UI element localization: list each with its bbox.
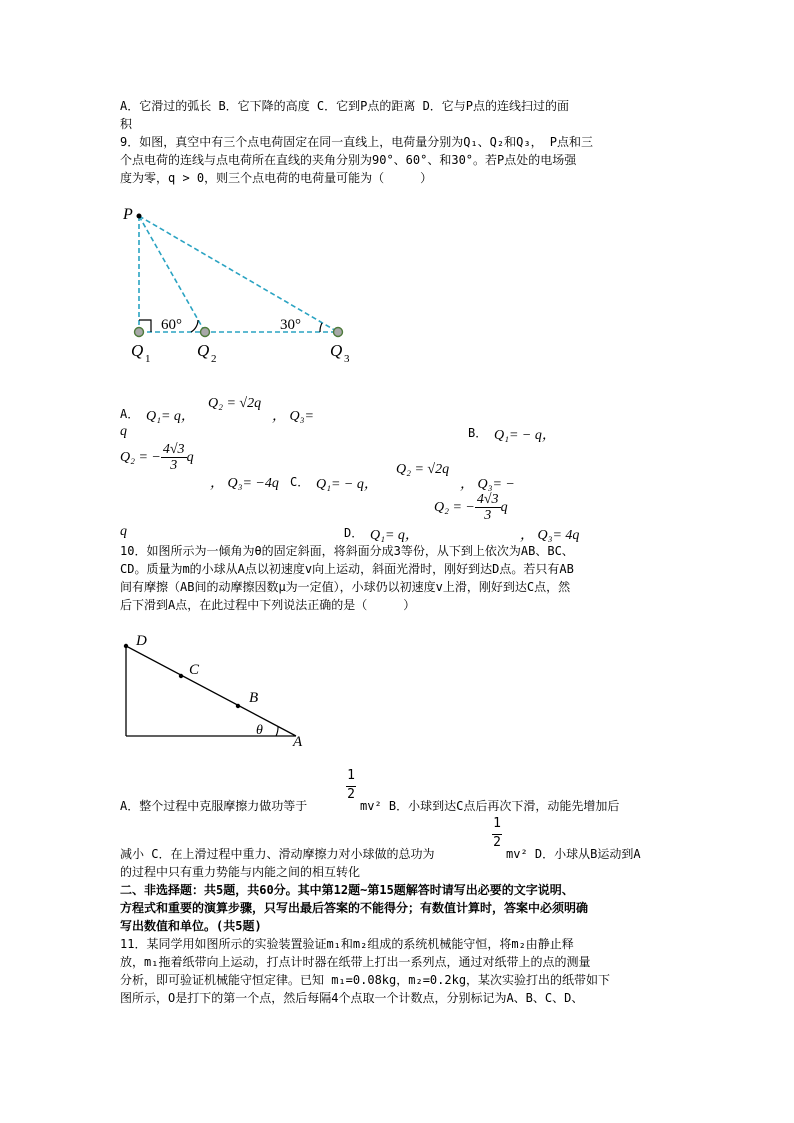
q10-optC-frac bbox=[492, 816, 502, 851]
q8-options-line1: A．它滑过的弧长 B．它下降的高度 C．它到P点的距离 D．它与P点的连线扫过的面 bbox=[120, 99, 570, 113]
angle-60-arc bbox=[191, 320, 198, 332]
point-b bbox=[236, 704, 240, 708]
q10-optC-line: 减小 C．在上滑过程中重力、滑动摩擦力对小球做的总功为 bbox=[120, 847, 435, 861]
label-p: P bbox=[123, 206, 133, 223]
q10-optD-line2: 的过程中只有重力势能与内能之间的相互转化 bbox=[120, 865, 361, 879]
label-a: A bbox=[293, 734, 303, 750]
q9-optD-q2-num: 4√3 bbox=[476, 492, 499, 507]
line-p-q3 bbox=[139, 216, 338, 332]
q9-optB-q2-left: Q₂ = − bbox=[120, 449, 161, 465]
label-b: B bbox=[249, 690, 259, 706]
label-q3: Q bbox=[330, 341, 343, 360]
label-theta: θ bbox=[256, 723, 263, 738]
point-c bbox=[179, 674, 183, 678]
q10-optC-tail: mv² D．小球从B运动到A bbox=[506, 847, 641, 861]
angle-30-arc bbox=[320, 323, 322, 332]
point-d bbox=[124, 644, 128, 648]
point-p bbox=[137, 214, 142, 219]
q9-optB-q2 bbox=[120, 442, 194, 473]
q9-optA-q1: Q₁= q， bbox=[146, 409, 195, 424]
q10-stem-line3: 间有摩擦（AB间的动摩擦因数μ为一定值），小球仍以初速度v上滑，刚好到达C点，然 bbox=[120, 580, 571, 594]
label-q2-sub: 2 bbox=[211, 353, 217, 365]
theta-arc bbox=[276, 727, 278, 737]
q9-optB-label: B． bbox=[468, 426, 488, 440]
label-q1-sub: 1 bbox=[145, 353, 151, 365]
label-q1: Q bbox=[131, 341, 144, 360]
q9-optB-q2-frac bbox=[161, 442, 187, 473]
q9-optB-q1: Q₁= − q， bbox=[494, 428, 556, 443]
section2-line3: 写出数值和单位。(共5题) bbox=[120, 919, 262, 933]
q10-stem-line1: 10．如图所示为一倾角为θ的固定斜面，将斜面分成3等份，从下到上依次为AB、BC、 bbox=[120, 544, 574, 558]
section2-line2: 方程式和重要的演算步骤，只写出最后答案的不能得分；有数值计算时，答案中必须明确 bbox=[120, 901, 589, 915]
q9-optC-label: C． bbox=[290, 475, 310, 489]
q9-optB-q2-den: 3 bbox=[170, 458, 178, 473]
q10-optA-frac-den: 2 bbox=[347, 787, 355, 802]
q11-line1: 11．某同学用如图所示的实验装置验证m₁和m₂组成的系统机械能守恒，将m₂由静止释 bbox=[120, 937, 574, 951]
incline-slope bbox=[126, 646, 296, 736]
label-q3-sub: 3 bbox=[344, 353, 350, 365]
q9-stem-line3: 度为零，q > 0，则三个点电荷的电荷量可能为（ ） bbox=[120, 171, 433, 185]
q11-line3: 分析，即可验证机械能守恒定律。已知 m₁=0.08kg，m₂=0.2kg，某次实验打出的纸带如下 bbox=[120, 973, 611, 987]
q9-optD-q1: Q₁= q， bbox=[370, 528, 419, 543]
q9-optD-q2-left: Q₂ = − bbox=[434, 499, 475, 515]
section2-line1: 二、非选择题：共5题，共60分。其中第12题~第15题解答时请写出必要的文字说明、 bbox=[120, 883, 574, 897]
q10-optA-frac bbox=[346, 768, 356, 803]
label-angle30: 30° bbox=[280, 317, 301, 333]
label-q2: Q bbox=[197, 341, 210, 360]
q9-optB-q2-right: q bbox=[186, 449, 194, 465]
q11-line2: 放，m₁拖着纸带向上运动，打点计时器在纸带上打出一系列点，通过对纸带上的点的测量 bbox=[120, 955, 591, 969]
q11-line4: 图所示，O是打下的第一个点，然后每隔4个点取一个计数点，分别标记为A、B、C、D、 bbox=[120, 991, 584, 1005]
q9-optD-q3: ， Q₃= 4q bbox=[520, 528, 580, 543]
q9-optA-q3-val: q bbox=[120, 424, 127, 439]
charge-q1 bbox=[135, 328, 144, 337]
q10-figure bbox=[118, 630, 318, 750]
q9-optC-q1: Q₁= − q， bbox=[316, 477, 378, 492]
q9-optB-q2-num: 4√3 bbox=[162, 442, 185, 457]
q9-optA-q2: Q₂ = √2q bbox=[208, 396, 262, 411]
q9-optD-q2-right: q bbox=[500, 499, 508, 515]
q10-optC-frac-den: 2 bbox=[493, 835, 501, 850]
charge-q3 bbox=[334, 328, 343, 337]
q10-optA-frac-num: 1 bbox=[347, 768, 355, 783]
line-p-q2 bbox=[139, 216, 205, 332]
label-d: D bbox=[136, 633, 147, 649]
q9-stem-line2: 个点电荷的连线与点电荷所在直线的夹角分别为90°、60°、和30°。若P点处的电场强 bbox=[120, 153, 577, 167]
q10-optA-text: A．整个过程中克服摩擦力做功等于 bbox=[120, 799, 308, 813]
q10-stem-line4: 后下滑到A点，在此过程中下列说法正确的是（ ） bbox=[120, 598, 416, 612]
q9-optD-q2-den: 3 bbox=[484, 508, 492, 523]
q9-figure bbox=[118, 200, 368, 370]
q9-optD-label: D． bbox=[344, 526, 364, 540]
q10-optA-tail: mv² B．小球到达C点后再次下滑，动能先增加后 bbox=[360, 799, 620, 813]
q8-options-line2: 积 bbox=[120, 117, 133, 131]
q9-optC-q2: Q₂ = √2q bbox=[396, 462, 450, 477]
q9-optD-q2-frac bbox=[475, 492, 501, 523]
charge-q2 bbox=[201, 328, 210, 337]
q9-optA-label: A． bbox=[120, 407, 140, 421]
label-c: C bbox=[189, 662, 200, 678]
q9-optB-q3: ， Q₃= −4q bbox=[210, 476, 279, 491]
q9-optC-q3-val: q bbox=[120, 524, 127, 539]
q9-optA-q3: ， Q₃= bbox=[272, 409, 314, 424]
q9-stem-line1: 9．如图，真空中有三个点电荷固定在同一直线上，电荷量分别为Q₁、Q₂和Q₃， P点和三 bbox=[120, 135, 594, 149]
q9-optC-q3: ， Q₃= − bbox=[460, 477, 515, 492]
q10-stem-line2: CD。质量为m的小球从A点以初速度v向上运动，斜面光滑时，刚好到达D点。若只有AB bbox=[120, 562, 574, 576]
label-angle60: 60° bbox=[161, 317, 182, 333]
q9-optD-q2 bbox=[434, 492, 508, 523]
q10-optC-frac-num: 1 bbox=[493, 816, 501, 831]
